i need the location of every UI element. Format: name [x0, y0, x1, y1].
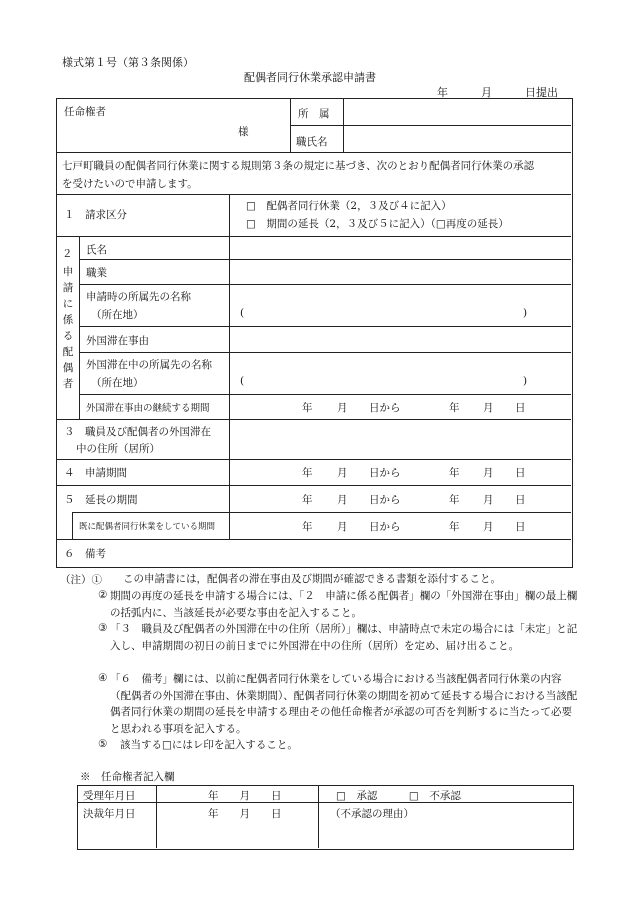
note-1: この申請書には，配偶者の滞在事由及び期間が確認できる書類を添付すること。 [123, 573, 501, 585]
divider [72, 512, 73, 539]
rejection-reason-label: （不承認の理由） [330, 808, 414, 820]
form-number: 様式第１号（第３条関係） [62, 56, 194, 69]
divider [56, 152, 571, 153]
month-label: 月 [483, 402, 494, 414]
request-option-extension[interactable]: □ 期間の延長（2，３及び５に記入）（□再度の延長） [246, 218, 509, 230]
remarks-label: ６ 備考 [64, 548, 106, 560]
year-label: 年 [449, 402, 460, 414]
paren-open: ( [240, 375, 245, 387]
divider [318, 785, 319, 848]
divider [229, 236, 230, 419]
page-title: 配偶者同行休業承認申請書 [244, 71, 376, 84]
month-label: 月 [337, 494, 348, 506]
divider [79, 326, 571, 327]
appointer-section-frame [77, 785, 574, 850]
divider [156, 785, 157, 848]
divider [79, 352, 571, 353]
decision-date-label: 決裁年月日 [83, 808, 136, 820]
divider [56, 459, 571, 460]
decision-date-value: 年 月 日 [208, 808, 282, 820]
address-label-2: 中の住所（居所） [76, 443, 160, 455]
note-2: 期間の再度の延長を申請する場合には、「２ 申請に係る配偶者」欄の「外国滞在事由」欄の最上欄の括弧内に、当該延長が必要な事由を記入すること。 [110, 590, 578, 619]
day-from-label: 日から [369, 494, 401, 506]
year-label: 年 [302, 402, 313, 414]
spouse-reason-label: 外国滞在事由 [86, 335, 149, 347]
day-label: 日 [515, 402, 526, 414]
divider [79, 394, 571, 395]
spouse-affiliation-address-label: （所在地） [91, 309, 144, 321]
divider [229, 419, 230, 459]
divider [79, 236, 80, 419]
divider [56, 236, 571, 237]
paren-open: ( [240, 307, 245, 319]
intro-line-1: 七戸町職員の配偶者同行休業に関する規則第３条の規定に基づき、次のとおり配偶者同行休業の承認 [62, 160, 535, 172]
day-from-label: 日から [369, 402, 401, 414]
received-date-value: 年 月 日 [208, 790, 282, 802]
note-4: 「６ 備考」欄には、以前に配偶者同行休業をしている場合における当該配偶者同行休業の内容（配偶者の外国滞在事由、休業期間）、配偶者同行休業の期間を初めて延長する場合における当該配偶者同行休業の期間の延長を申請する理由その他任命権者が承認の可否を判断するに当たって必要と思われる事項を記入する。 [110, 673, 578, 735]
spouse-name-label: 氏名 [86, 244, 107, 256]
day-from-label: 日から [369, 521, 401, 533]
spouse-affiliation-label: 申請時の所属先の名称 [86, 291, 191, 303]
year-label: 年 [449, 467, 460, 479]
note-3-mark: ③ [98, 622, 108, 634]
received-date-label: 受理年月日 [83, 790, 136, 802]
month-label: 月 [483, 467, 494, 479]
divider [56, 539, 571, 540]
extension-period-label: ５ 延長の期間 [64, 494, 138, 506]
paren-close: ) [523, 307, 528, 319]
appointer-sama: 様 [238, 126, 249, 138]
month-label: 月 [483, 521, 494, 533]
abroad-affiliation-label: 外国滞在中の所属先の名称 [86, 359, 212, 371]
note-5: 該当する□にはレ印を記入すること。 [120, 739, 298, 751]
divider [79, 259, 571, 260]
spouse-section-vertical-label: 申請に係る配偶者 [62, 266, 74, 390]
day-label: 日 [515, 494, 526, 506]
note-3: 「３ 職員及び配偶者の外国滞在中の住所（居所）」欄は、申請時点で未定の場合には「未定」と記入し、申請期間の初日の前日までに外国滞在中の住所（居所）を定め、届け出ること。 [110, 623, 578, 652]
month-label: 月 [337, 402, 348, 414]
existing-leave-period-label: 既に配偶者同行休業をしている期間 [79, 522, 216, 532]
divider [79, 284, 571, 285]
divider [56, 419, 571, 420]
divider [229, 194, 230, 236]
month-label: 月 [337, 467, 348, 479]
application-period-label: ４ 申請期間 [64, 467, 127, 479]
day-from-label: 日から [369, 467, 401, 479]
note-4-mark: ④ [98, 672, 108, 684]
divider [229, 459, 230, 485]
month-label: 月 [483, 494, 494, 506]
address-label-1: ３ 職員及び配偶者の外国滞在 [64, 426, 211, 438]
divider [56, 485, 571, 486]
year-label: 年 [302, 521, 313, 533]
divider [56, 194, 571, 195]
approval-checkboxes[interactable]: □ 承認 □ 不承認 [336, 790, 461, 802]
spouse-section-number: ２ [62, 248, 73, 260]
affiliation-label: 所 属 [298, 108, 330, 120]
spouse-occupation-label: 職業 [86, 267, 107, 279]
submission-date: 年 月 日提出 [437, 86, 558, 99]
request-type-label: １ 請求区分 [64, 209, 127, 221]
intro-line-2: を受けたいので申請します。 [62, 178, 198, 190]
note-2-mark: ② [98, 589, 108, 601]
abroad-affiliation-address-label: （所在地） [91, 377, 144, 389]
appointer-section-title: ※ 任命権者記入欄 [80, 771, 175, 783]
day-label: 日 [515, 521, 526, 533]
appointer-label: 任命権者 [64, 106, 106, 118]
day-label: 日 [515, 467, 526, 479]
divider [72, 512, 571, 513]
year-label: 年 [449, 494, 460, 506]
divider [77, 802, 572, 803]
year-label: 年 [449, 521, 460, 533]
month-label: 月 [337, 521, 348, 533]
divider [290, 125, 571, 126]
continue-period-label: 外国滞在事由の継続する期間 [86, 403, 210, 414]
note-5-mark: ⑤ [98, 738, 108, 750]
paren-close: ) [523, 375, 528, 387]
name-label: 職氏名 [296, 136, 328, 148]
notes-prefix: （注）① [60, 574, 102, 586]
year-label: 年 [302, 494, 313, 506]
request-option-leave[interactable]: □ 配偶者同行休業（2，３及び４に記入） [246, 200, 452, 212]
year-label: 年 [302, 467, 313, 479]
